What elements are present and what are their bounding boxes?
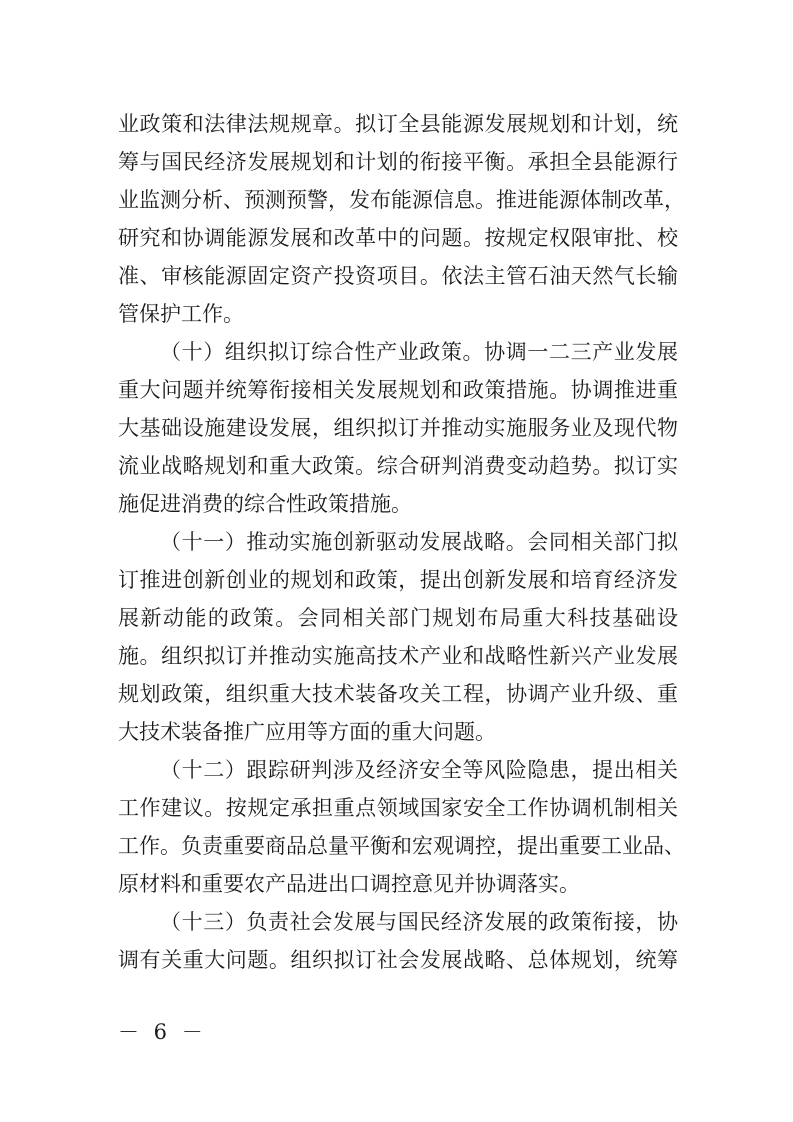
text-line: 施。组织拟订并推动实施高技术产业和战略性新兴产业发展 [118, 644, 678, 668]
paragraph-heading-line: （十一）推动实施创新驱动发展战略。会同相关部门拟 [160, 530, 678, 554]
text-line: 流业战略规划和重大政策。综合研判消费变动趋势。拟订实 [118, 454, 678, 478]
paragraph-heading-line: （十三）负责社会发展与国民经济发展的政策衔接，协 [160, 910, 678, 934]
text-line: 大基础设施建设发展，组织拟订并推动实施服务业及现代物 [118, 416, 678, 440]
text-line: 工作。负责重要商品总量平衡和宏观调控，提出重要工业品、 [118, 834, 685, 858]
text-line: 施促进消费的综合性政策措施。 [118, 492, 412, 516]
text-line: 工作建议。按规定承担重点领域国家安全工作协调机制相关 [118, 796, 678, 820]
text-line: 业政策和法律法规规章。拟订全县能源发展规划和计划，统 [118, 112, 678, 136]
text-line: 准、审核能源固定资产投资项目。依法主管石油天然气长输 [118, 264, 678, 288]
text-line: 规划政策，组织重大技术装备攻关工程，协调产业升级、重 [118, 682, 678, 706]
paragraph-heading-line: （十二）跟踪研判涉及经济安全等风险隐患，提出相关 [160, 758, 678, 782]
text-line: 筹与国民经济发展规划和计划的衔接平衡。承担全县能源行 [118, 150, 678, 174]
text-line: 原材料和重要农产品进出口调控意见并协调落实。 [118, 872, 580, 896]
text-line: 重大问题并统筹衔接相关发展规划和政策措施。协调推进重 [118, 378, 678, 402]
text-line: 调有关重大问题。组织拟订社会发展战略、总体规划，统筹 [118, 948, 678, 972]
text-line: 大技术装备推广应用等方面的重大问题。 [118, 720, 496, 744]
paragraph-heading-line: （十）组织拟订综合性产业政策。协调一二三产业发展 [160, 340, 678, 364]
page-number: － 6 － [118, 1020, 207, 1044]
text-line: 管保护工作。 [118, 302, 244, 326]
text-line: 研究和协调能源发展和改革中的问题。按规定权限审批、校 [118, 226, 678, 250]
text-line: 展新动能的政策。会同相关部门规划布局重大科技基础设 [118, 606, 678, 630]
text-line: 业监测分析、预测预警，发布能源信息。推进能源体制改革， [118, 188, 685, 212]
text-line: 订推进创新创业的规划和政策，提出创新发展和培育经济发 [118, 568, 678, 592]
